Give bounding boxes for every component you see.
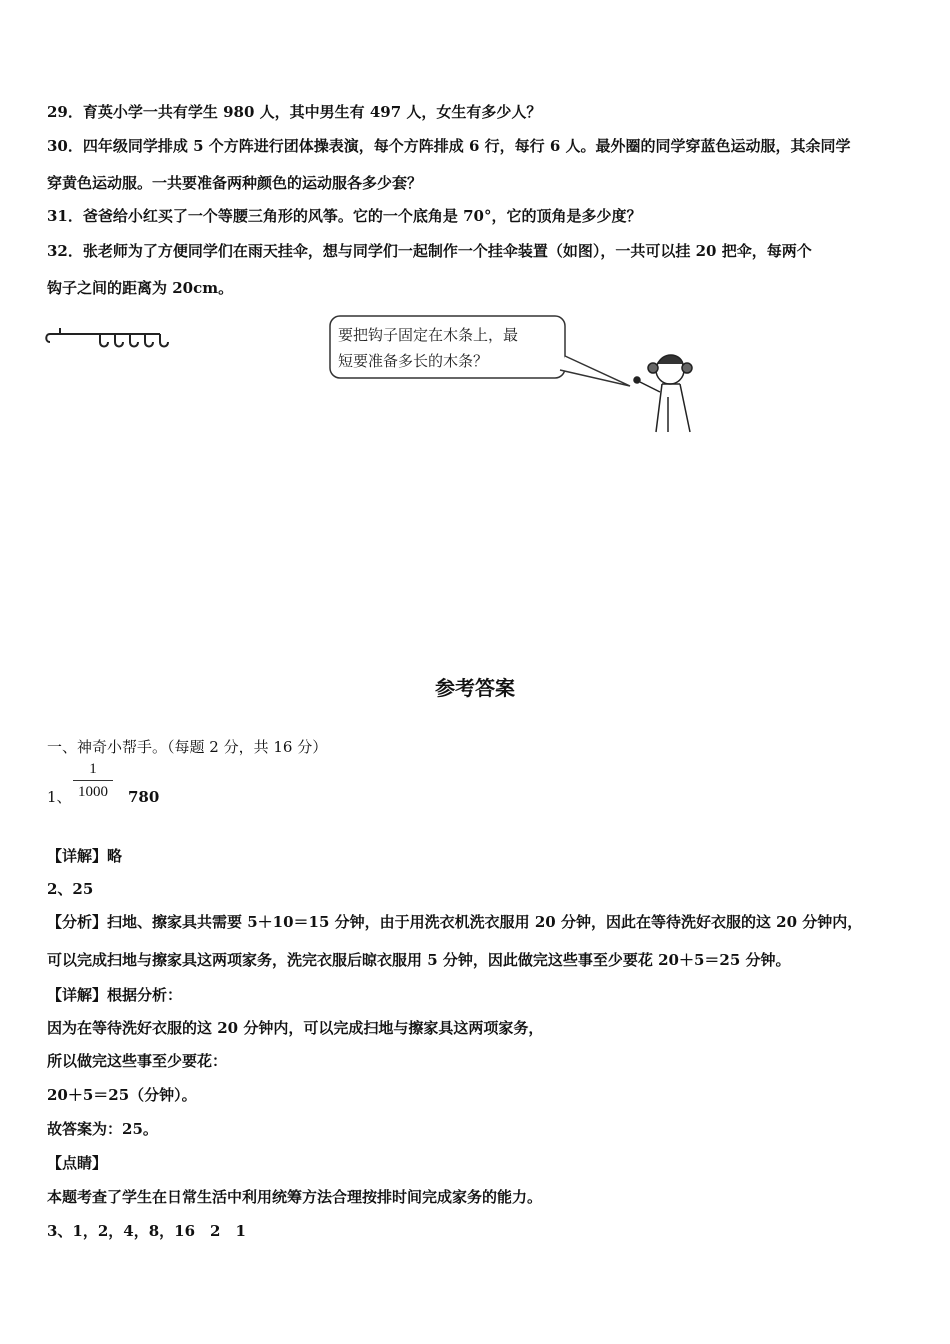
fraction-bar: [73, 780, 113, 781]
answer-1-detail: 【详解】略: [47, 847, 123, 865]
answer-3: 3、1，2，4，8，16 2 1: [47, 1222, 246, 1240]
question-32-line1: 32．张老师为了方便同学们在雨天挂伞，想与同学们一起制作一个挂伞装置（如图），一共可以挂 20 把伞，每两个: [47, 242, 812, 260]
answer-2-line2: 所以做完这些事至少要花：: [47, 1052, 228, 1070]
answer-1-value: 780: [128, 788, 160, 806]
speech-line-1: 要把钩子固定在木条上，最: [338, 326, 519, 344]
question-31: 31．爸爸给小红买了一个等腰三角形的风筝。它的一个底角是 70°，它的顶角是多少度？: [47, 207, 642, 225]
answers-title: 参考答案: [435, 676, 515, 700]
answer-2-line4: 故答案为：25。: [47, 1120, 158, 1138]
answer-2-analysis-line1: 【分析】扫地、擦家具共需要 5＋10＝15 分钟，由于用洗衣机洗衣服用 20 分钟，因此在等待洗好衣服的这 20 分钟内，: [47, 913, 863, 931]
answer-2-line1: 因为在等待洗好衣服的这 20 分钟内，可以完成扫地与擦家具这两项家务，: [47, 1019, 544, 1037]
answers-section-1: 一、神奇小帮手。（每题 2 分，共 16 分）: [47, 738, 328, 756]
question-29: 29．育英小学一共有学生 980 人，其中男生有 497 人，女生有多少人？: [47, 103, 542, 121]
answer-1-fraction: [73, 760, 113, 801]
answer-2-analysis-line2: 可以完成扫地与擦家具这两项家务，洗完衣服后晾衣服用 5 分钟，因此做完这些事至少要花 20＋5＝25 分钟。: [47, 951, 791, 969]
question-32-line2: 钩子之间的距离为 20cm。: [47, 279, 234, 297]
hook-rail-icon: [46, 328, 168, 347]
speech-bubble-text: [338, 322, 568, 374]
answer-2: 2、25: [47, 880, 94, 898]
answer-2-detail: 【详解】根据分析：: [47, 986, 183, 1004]
answer-2-note-text: 本题考查了学生在日常生活中利用统筹方法合理按排时间完成家务的能力。: [47, 1188, 543, 1206]
answer-2-line3: 20＋5＝25（分钟）。: [47, 1086, 197, 1104]
question-30-line2: 穿黄色运动服。一共要准备两种颜色的运动服各多少套？: [47, 174, 423, 192]
answer-2-note: 【点睛】: [47, 1154, 108, 1172]
speech-line-2: 短要准备多长的木条？: [338, 352, 489, 370]
fraction-numerator: 1: [89, 761, 97, 777]
question-30-line1: 30．四年级同学排成 5 个方阵进行团体操表演，每个方阵排成 6 行，每行 6 人。最外圈的同学穿蓝色运动服，其余同学: [47, 137, 851, 155]
fraction-denominator: 1000: [78, 784, 108, 800]
answer-1-prefix: 1、: [47, 788, 72, 806]
teacher-illustration: [634, 355, 692, 432]
